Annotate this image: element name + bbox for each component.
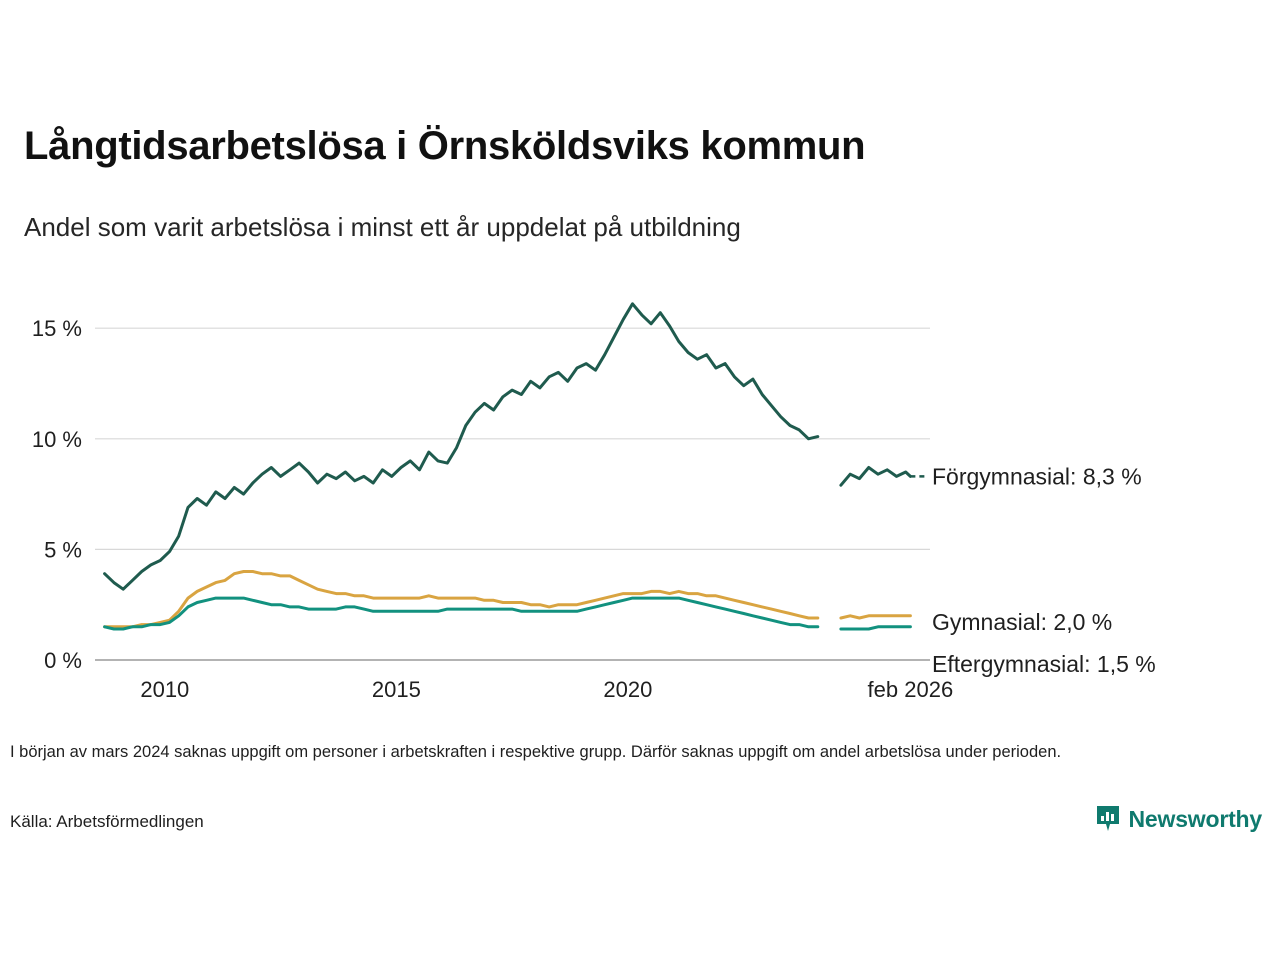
series-label-gymnasial: Gymnasial: 2,0 % xyxy=(932,609,1113,635)
series-label-eftergymnasial: Eftergymnasial: 1,5 % xyxy=(932,651,1156,677)
y-tick-label: 15 % xyxy=(31,316,82,342)
bar-chart-icon xyxy=(1095,805,1121,833)
y-axis-labels xyxy=(32,316,82,673)
series-label-förgymnasial: Förgymnasial: 8,3 % xyxy=(932,463,1142,490)
x-tick-label: 2010 xyxy=(140,677,190,702)
y-tick-label: 0 % xyxy=(44,648,82,673)
logo-wordmark: Newsworthy xyxy=(1128,805,1262,832)
series-lines xyxy=(105,304,929,629)
series-end-labels xyxy=(932,463,1156,677)
chart-source: Källa: Arbetsförmedlingen xyxy=(10,812,204,831)
x-axis-labels xyxy=(140,677,953,702)
series-line xyxy=(105,598,818,629)
line-chart xyxy=(0,275,1280,705)
series-line xyxy=(841,616,911,618)
series-line xyxy=(841,468,911,486)
y-tick-label: 10 % xyxy=(31,426,82,452)
y-tick-label: 5 % xyxy=(44,537,82,563)
x-tick-label: 2015 xyxy=(371,677,421,702)
page-title: Långtidsarbetslösa i Örnsköldsviks kommun xyxy=(24,124,866,168)
series-line xyxy=(105,304,818,589)
page-subtitle: Andel som varit arbetslösa i minst ett år uppdelat på utbildning xyxy=(24,212,741,242)
series-line xyxy=(841,627,911,629)
x-tick-label: 2020 xyxy=(603,677,653,702)
newsworthy-logo xyxy=(1095,805,1262,833)
chart-footnote: I början av mars 2024 saknas uppgift om personer i arbetskraften i respektive grupp. Därför saknas uppgift om andel arbetslösa under perioden. xyxy=(10,743,1062,761)
x-tick-label: feb 2026 xyxy=(867,677,954,702)
chart-svg xyxy=(0,275,1280,705)
